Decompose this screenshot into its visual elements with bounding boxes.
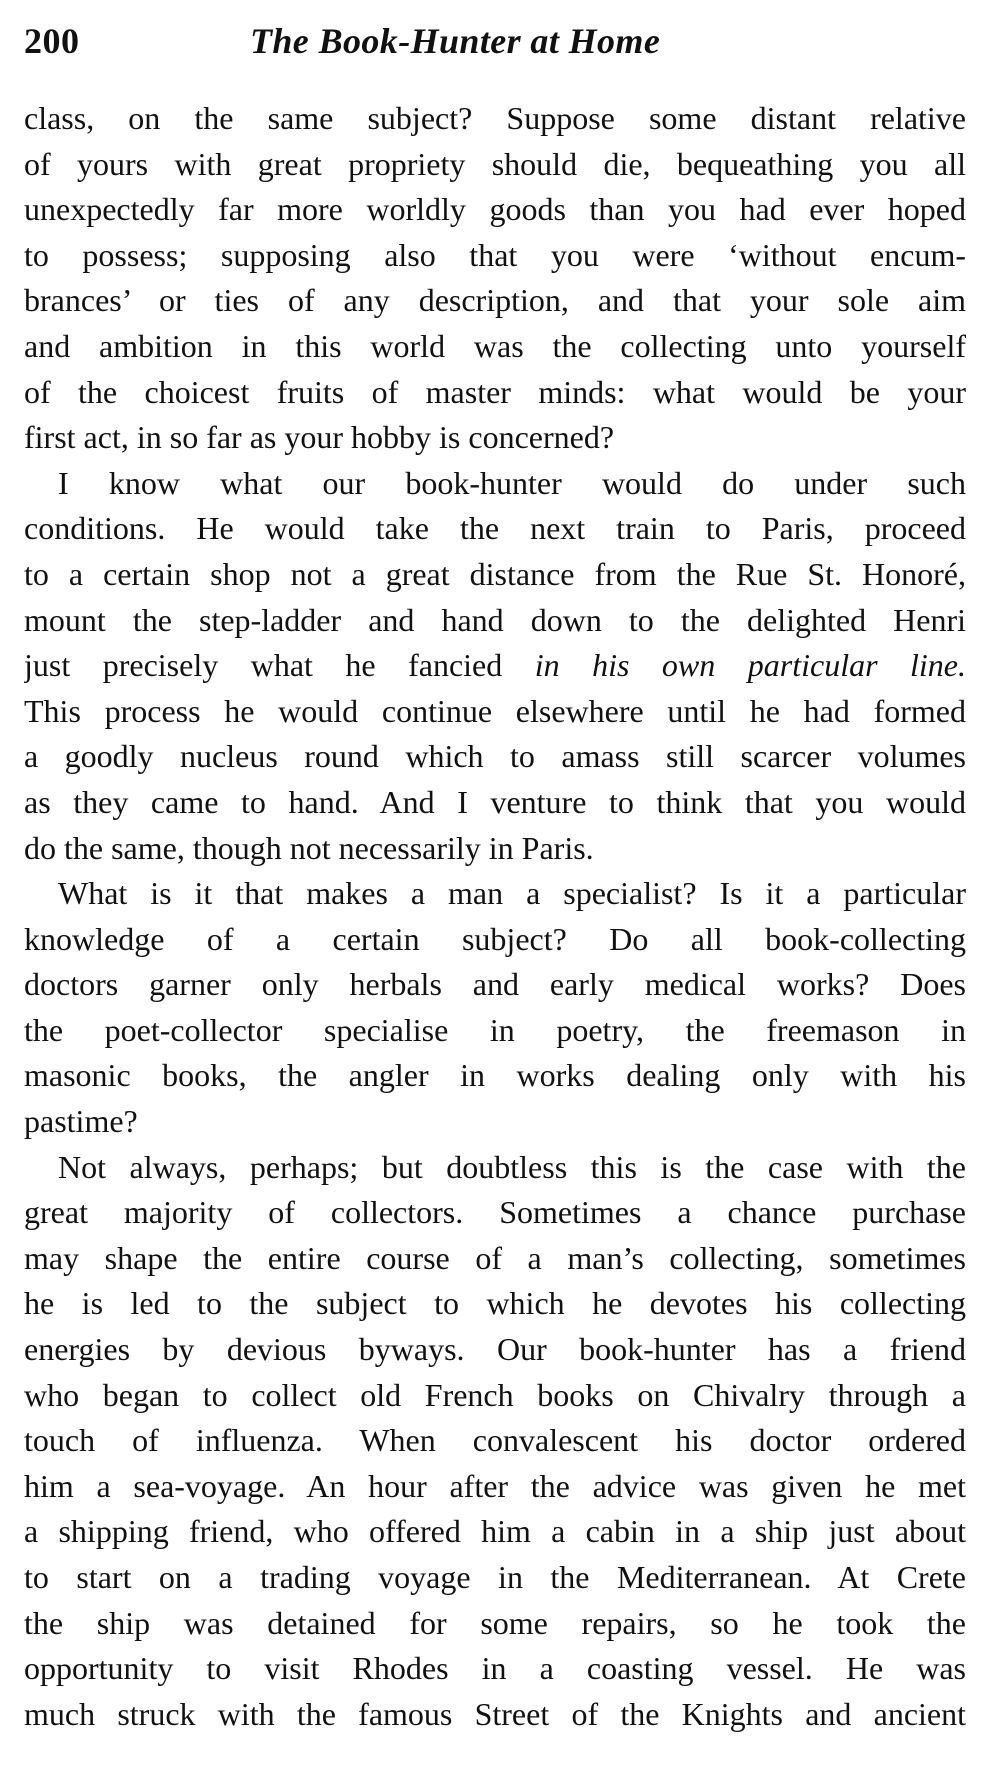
text-line: knowledge of a certain subject? Do all book-collecting [24, 920, 966, 957]
text-line: him a sea-voyage. An hour after the advice was given he met [24, 1467, 966, 1504]
text-line: the poet-collector specialise in poetry, the freemason in [24, 1011, 966, 1048]
text-line: and ambition in this world was the collecting unto yourself [24, 327, 966, 364]
text-line: of yours with great propriety should die, bequeathing you all [24, 145, 966, 182]
text-line: This process he would continue elsewhere until he had formed [24, 692, 966, 729]
text-line: masonic books, the angler in works dealing only with his [24, 1057, 966, 1094]
page-number: 200 [24, 21, 80, 61]
text-line: doctors garner only herbals and early medical works? Does [24, 966, 966, 1003]
text-line: What is it that makes a man a specialist? Is it a particular [58, 875, 966, 912]
text-line: I know what our book-hunter would do under such [58, 464, 966, 501]
text-line: who began to collect old French books on Chivalry through a [24, 1376, 966, 1413]
text-line: first act, in so far as your hobby is concerned? [24, 419, 615, 456]
text-line: do the same, though not necessarily in Paris. [24, 829, 594, 866]
text-line: to start on a trading voyage in the Mediterranean. At Crete [24, 1559, 966, 1595]
paragraph [24, 1145, 966, 1738]
paragraph [24, 871, 966, 1145]
text-line: Not always, perhaps; but doubtless this is the case with the [58, 1148, 966, 1185]
text-line: opportunity to visit Rhodes in a coasting vessel. He was [24, 1650, 966, 1687]
text-segment: just precisely what he fancied [24, 647, 503, 684]
text-line: great majority of collectors. Sometimes a chance purchase [24, 1194, 966, 1231]
text-line: conditions. He would take the next train to Paris, proceed [24, 510, 966, 547]
paragraph [24, 461, 966, 871]
text-line: pastime? [24, 1103, 138, 1140]
text-line: he is led to the subject to which he devotes his collecting [24, 1285, 966, 1322]
paragraph [24, 96, 966, 461]
text-line: may shape the entire course of a man’s collecting, sometimes [24, 1239, 966, 1276]
text-line: a goodly nucleus round which to amass still scarcer volumes [24, 738, 966, 775]
text-line: the ship was detained for some repairs, so he took the [24, 1604, 966, 1641]
text-line: brances’ or ties of any description, and that your sole aim [24, 282, 966, 319]
text-line: class, on the same subject? Suppose some distant relative [24, 100, 966, 136]
text-line: much struck with the famous Street of the Knights and ancient [24, 1695, 966, 1732]
text-line: to a certain shop not a great distance from the Rue St. Honoré, [24, 555, 966, 592]
italic-phrase: in his own particular line. [534, 647, 966, 684]
text-line: to possess; supposing also that you were ‘without encum- [24, 236, 966, 273]
text-line: as they came to hand. And I venture to think that you would [24, 783, 966, 820]
page-header [24, 14, 964, 70]
running-title: The Book-Hunter at Home [250, 21, 661, 61]
page-body [24, 96, 966, 1737]
text-line: of the choicest fruits of master minds: what would be your [24, 373, 966, 410]
text-line: unexpectedly far more worldly goods than you had ever hoped [24, 191, 966, 228]
text-line-with-italic [24, 643, 966, 689]
text-line: a shipping friend, who offered him a cabin in a ship just about [24, 1513, 966, 1550]
text-line: energies by devious byways. Our book-hunter has a friend [24, 1331, 966, 1368]
text-line: mount the step-ladder and hand down to the delighted Henri [24, 601, 966, 638]
text-line: touch of influenza. When convalescent his doctor ordered [24, 1422, 966, 1459]
